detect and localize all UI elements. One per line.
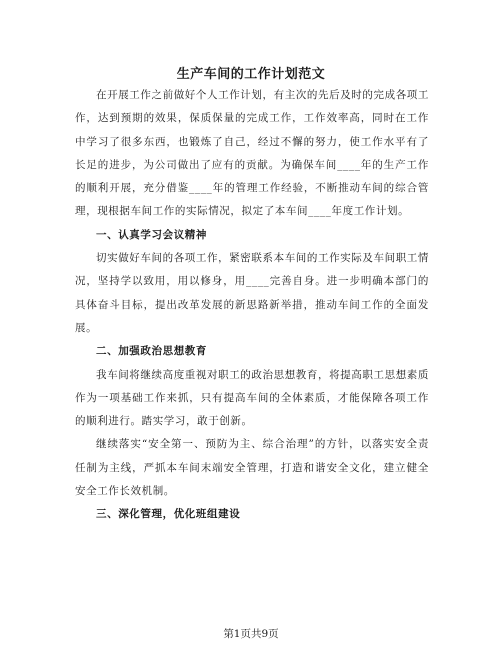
section-2-paragraph-2: 继续落实“安全第一、预防为主、综合治理”的方针，以落实安全责任制为主线，严抓本车间末端安全管理，打造和谐安全文化，建立健全安全工作长效机制。 xyxy=(75,438,429,498)
section-1-heading: 一、认真学习会议精神 xyxy=(96,228,207,241)
section-2-heading: 二、加强政治思想教育 xyxy=(96,345,207,358)
section-2-paragraph-1: 我车间将继续高度重视对职工的政治思想教育，将提高职工思想素质作为一项基础工作来抓，只有提高车间的全体素质，才能保障各项工作的顺利进行。踏实学习，敢于创新。 xyxy=(75,368,429,428)
document-body xyxy=(75,84,429,527)
intro-paragraph: 在开展工作之前做好个人工作计划，有主次的先后及时的完成各项工作，达到预期的效果，保质保量的完成工作，工作效率高，同时在工作中学习了很多东西，也锻炼了自己，经过不懈的努力，使工作水平有了长足的进步，为公司做出了应有的贡献。为确保车间____年的生产工作的顺利开展，充分借鉴____年的管理工作经验，不断推动车间的综合管理，现根据车间工作的实际情况，拟定了本车间____年度工作计划。 xyxy=(75,89,429,218)
section-1-paragraph: 切实做好车间的各项工作，紧密联系本车间的工作实际及车间职工情况，坚持学以致用，用以修身，用____完善自身。进一步明确本部门的具体奋斗目标，提出改革发展的新思路新举措，推动车间工作的全面发展。 xyxy=(75,252,429,334)
document-title: 生产车间的工作计划范文 xyxy=(176,67,326,82)
page-number-footer: 第1页共9页 xyxy=(223,628,279,640)
section-3-heading: 三、深化管理，优化班组建设 xyxy=(96,508,241,521)
